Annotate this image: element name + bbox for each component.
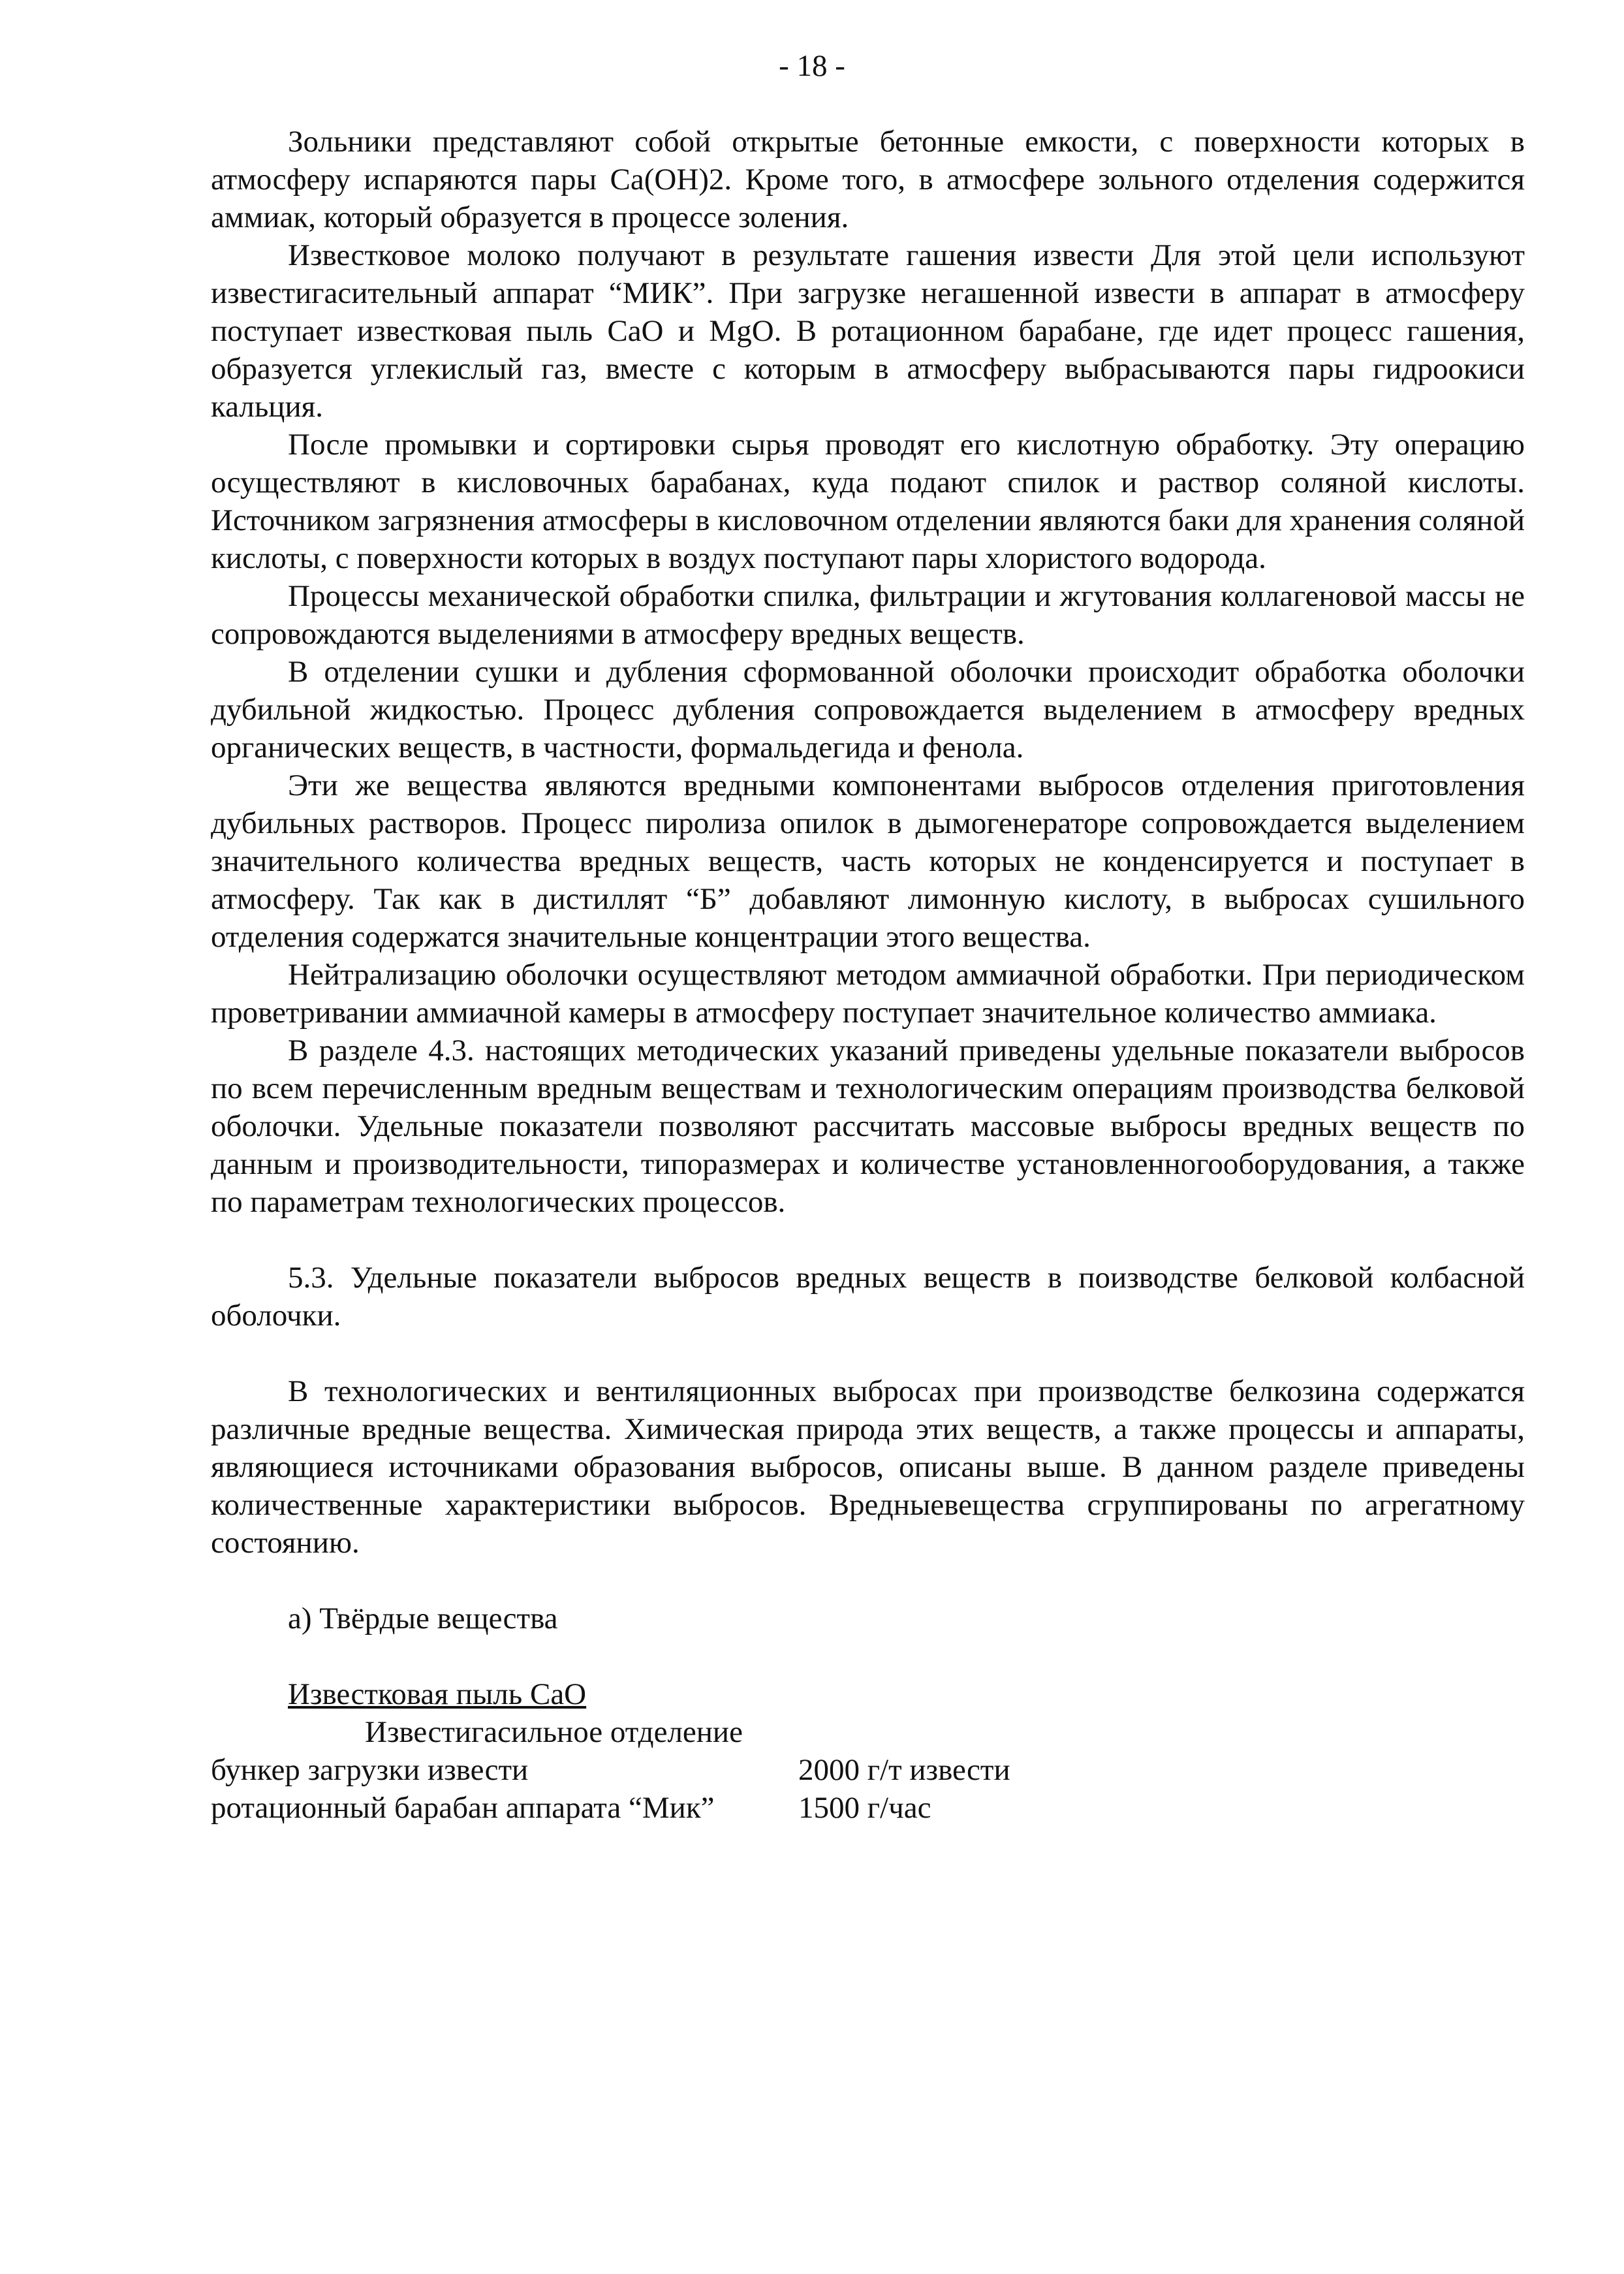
section-intro: В технологических и вентиляционных выбросах при производстве белкозина содержатся различные вредные вещества. Химическая природа этих веществ, а также процессы и аппараты, являющиеся источниками образования выбросов, описаны выше. В данном разделе приведены количественные характеристики выбросов. Вредныевещества сгруппированы по агрегатному состоянию. [211,1374,1525,1560]
paragraph-4: Процессы механической обработки спилка, фильтрации и жгутования коллагеновой массы не сопровождаются выделениями в атмосферу вредных веществ. [211,579,1525,651]
paragraph-7: Нейтрализацию оболочки осуществляют методом аммиачной обработки. При периодическом проветривании аммиачной камеры в атмосферу поступает значительное количество аммиака. [211,958,1525,1030]
row-value: 2000 г/т извести [798,1753,1010,1787]
table-row [211,1751,1525,1789]
emission-rows [211,1751,1525,1827]
row-label: ротационный барабан аппарата “Мик” [211,1791,715,1825]
paragraph-1: Зольники представляют собой открытые бетонные емкости, с поверхности которых в атмосферу испаряются пары Ca(OH)2. Кроме того, в атмосфере зольного отделения содержится аммиак, который образуется в процессе золения. [211,125,1525,234]
paragraph-6: Эти же вещества являются вредными компонентами выбросов отделения приготовления дубильных растворов. Процесс пиролиза опилок в дымогенераторе сопровождается выделением значительного количества вредных веществ, часть которых не конденсируется и поступает в атмосферу. Так как в дистиллят “Б” добавляют лимонную кислоту, в выбросах сушильного отделения содержатся значительные концентрации этого вещества. [211,768,1525,954]
subsection-heading: а) Твёрдые вещества [288,1602,558,1635]
paragraph-5: В отделении сушки и дубления сформованной оболочки происходит обработка оболочки дубильной жидкостью. Процесс дубления сопровождается выделением в атмосферу вредных органических веществ, в частности, формальдегида и фенола. [211,655,1525,765]
group-label-text: Известигасильное отделение [365,1715,743,1749]
row-label: бункер загрузки извести [211,1753,529,1787]
substance-title-text: Известковая пыль СаО [288,1677,587,1711]
row-value: 1500 г/час [798,1791,931,1825]
group-label [211,1713,1525,1751]
table-row [211,1789,1525,1827]
page-body [211,123,1525,1827]
section-heading: 5.3. Удельные показатели выбросов вредных веществ в поизводстве белковой колбасной оболочки. [211,1261,1525,1333]
page-number: - 18 - [779,49,845,83]
paragraph-2: Известковое молоко получают в результате гашения извести Для этой цели используют известигасительный аппарат “МИК”. При загрузке негашенной извести в аппарат в атмосферу поступает известковая пыль CaO и MgO. В ротационном барабане, где идет процесс гашения, образуется углекислый газ, вместе с которым в атмосферу выбрасываются пары гидроокиси кальция. [211,238,1525,424]
paragraph-3: После промывки и сортировки сырья проводят его кислотную обработку. Эту операцию осуществляют в кисловочных барабанах, куда подают спилок и раствор соляной кислоты. Источником загрязнения атмосферы в кисловочном отделении являются баки для хранения соляной кислоты, с поверхности которых в воздух поступают пары хлористого водорода. [211,428,1525,575]
substance-title [211,1675,1525,1713]
paragraph-8: В разделе 4.3. настоящих методических указаний приведены удельные показатели выбросов по всем перечисленным вредным веществам и технологическим операциям производства белковой оболочки. Удельные показатели позволяют рассчитать массовые выбросы вредных веществ по данным и производительности, типоразмерах и количестве установленногооборудования, а также по параметрам технологических процессов. [211,1034,1525,1219]
